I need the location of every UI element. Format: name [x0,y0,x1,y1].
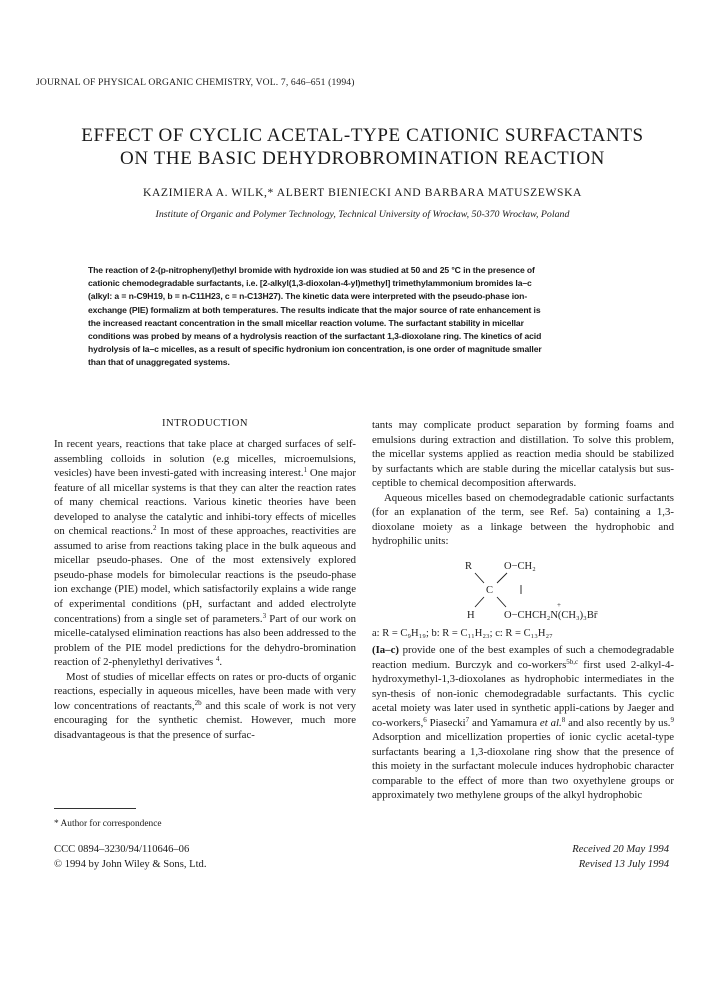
paragraph-intro-1: In recent years, reactions that take place at charged surfaces of self-assembling colloids in solution (e.g micelles, microemulsions, vesicles) have been investi-gated with increasing interest.$^1$ One major feature of all micellar systems is that they can alter the reaction rates of many chemical reactions. Various kinetic theories have been developed to analyse the catalytic and inhibi-tory effects of micelles on chemical reactions.$^2$ In most of these approaches, reactivities are assumed to arise from reactions taking place in the bulk aqueous and micellar pseudo-phases. One of the most extensively explored pseudo-phase models for bimolecular reactions is the pseudo-phase ion exchange (PIE) model, which satisfactorily explains a wide range of experimental conditions (pH, surfactant and added electrolyte concentrations) from a single set of parameters.$^3$ Part of our work on micelle-catalysed elimination reactions has also been addressed to the problem of the PIE model predictions for the dehydro-bromination reaction of 2-phenylethyl derivatives $^4$. [54,438,357,669]
structure-r: R [465,561,473,572]
received-date: Received 20 May 1994 [572,844,669,855]
copyright: © 1994 by John Wiley & Sons, Ltd. [54,858,207,870]
abstract-line: hydrolysis of Ia–c micelles, as a result of specific hydronium ion concentration, is one order of magnitude smaller [88,344,542,355]
abstract-line: (alkyl: a = n-C9H19, b = n-C11H23, c = n-C13H27). The kinetic data were interpreted with the pseudo-phase ion- [88,291,528,302]
abstract-line: The reaction of 2-(p-nitrophenyl)ethyl bromide with hydroxide ion was studied at 50 and 25 °C in the presence of [88,265,535,275]
abstract-line: exchange (PIE) formalizm at both temperatures. The results indicate that the major source of rate enhancement is [88,304,541,315]
structure-c: C [486,585,494,596]
abstract-line: conditions was probed by means of a hydrolysis reaction of the surfactant 1,3-dioxolane ring. The kinetics of acid [88,331,542,342]
right-column-top [372,418,674,549]
paragraph-right-3: (Ia–c) provide one of the best examples of such a chemodegradable reaction medium. Burczyk and co-workers$^{5b,c}$ first used 2-alkyl-4-hydroxymethyl-1,3-dioxolanes as hydrophobic intermediates in the syn-thesis of non-ionic chemodegradable surfactants. This cyclic acetal moiety was later used in synthetic appli-cations by Jaeger and co-workers,$^6$ Piasecki$^7$ and Yamamura et al.$^8$ and also recently by us.$^9$ Adsorption and micellization properties of ionic cyclic acetal-type surfactants bearing a 1,3-dioxolane ring show that the presence of this moiety in the surfactant molecule induces hydrophobic character comparable to the effect of more than two oxyethylene groups or approximately two methylene groups of the alkyl hydrophobic [372,644,675,802]
footnote: * Author for correspondence [54,819,162,829]
received-dates [572,843,669,872]
abstract-line: than that of unaggregated systems. [88,357,230,368]
chemical-structure [372,556,674,638]
author-list: KAZIMIERA A. WILK,* ALBERT BIENIECKI AND BARBARA MATUSZEWSKA [142,186,583,199]
structure-chain: O−CHCH₂N(CH₃)₃Br̄ [504,610,598,621]
right-column-bottom [372,643,674,803]
paragraph-intro-2: Most of studies of micellar effects on rates or pro-ducts of organic reactions, especially in aqueous micelles, have been made with very low concentrations of reactants,$^{2b}$ and this scale of work is not very encouraging for the synthetic chemist. However, much more disadvantageous is that the presence of surfac- [54,670,356,741]
abstract-line: the increased reactant concentration in the small micellar reaction volume. The surfactant stability in micellar [88,317,524,328]
ccc-code: CCC 0894–3230/94/110646–06 [54,844,190,855]
paper-title-line-2: ON THE BASIC DEHYDROBROMINATION REACTION [120,148,605,169]
revised-date: Revised 13 July 1994 [578,858,669,870]
copyright-block [54,843,207,872]
structure-plus: + [557,601,561,609]
journal-header: JOURNAL OF PHYSICAL ORGANIC CHEMISTRY, VOL. 7, 646–651 (1994) [36,77,355,88]
section-heading-introduction: INTRODUCTION [161,418,249,429]
structure-legend: a: R = C₉H₁₉; b: R = C₁₁H₂₃; c: R = C₁₃H₂₇ [372,628,553,638]
footnote-divider [54,808,136,809]
paragraph-right-1: tants may complicate product separation by forming foams and emulsions during extraction and distillation. To solve this problem, the micellar systems applied as reaction media should be stabilized by surfactants which are stable during the micellar catalysis but sus-ceptible to chemical decomposition afterwards. [372,419,675,490]
abstract [88,264,673,370]
left-column [54,437,356,742]
paragraph-right-2: Aqueous micelles based on chemodegradable cationic surfactants (for an explanation of the term, see Ref. 5a) containing a 1,3-dioxolane moiety as a linkage between the hydrophobic and hydrophilic units: [372,491,675,548]
structure-och2: O−CH₂ [504,561,536,572]
affiliation: Institute of Organic and Polymer Technology, Technical University of Wrocław, 50-370 Wrocław, Poland [155,209,570,220]
paper-title-line-1: EFFECT OF CYCLIC ACETAL-TYPE CATIONIC SURFACTANTS [81,125,644,146]
structure-h: H [467,610,475,621]
abstract-line: cationic chemodegradable surfactants, i.e. [2-alkyl(1,3-dioxolan-4-yl)methyl] trimethylammonium bromides Ia–c [88,278,532,289]
